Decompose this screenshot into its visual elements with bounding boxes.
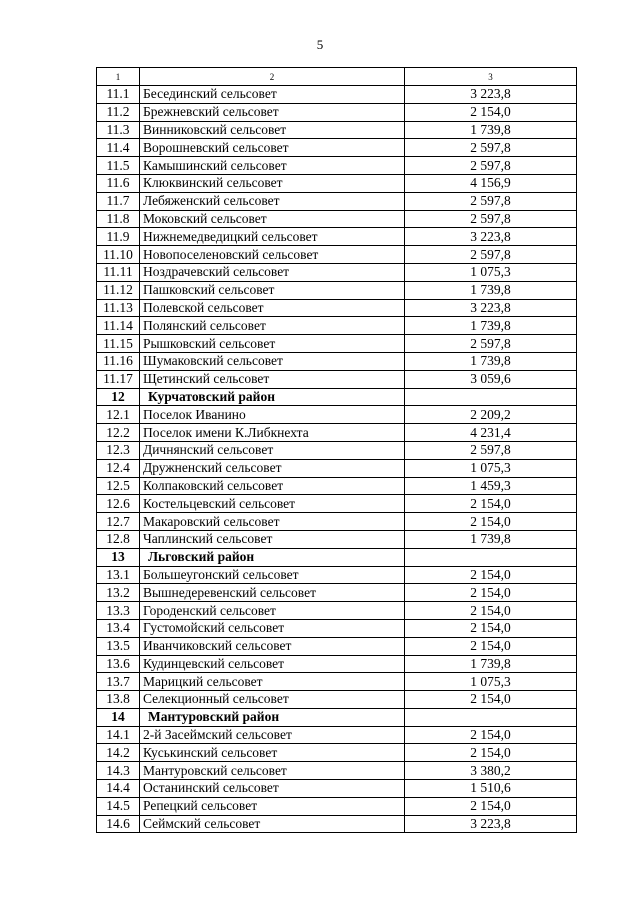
amount-value: 2 154,0: [405, 495, 577, 513]
row-number: 11.8: [97, 210, 140, 228]
table-row: [97, 139, 577, 157]
table-row: [97, 441, 577, 459]
council-name: Колпаковский сельсовет: [140, 477, 405, 495]
amount-value: 1 739,8: [405, 121, 577, 139]
amount-value: 3 223,8: [405, 86, 577, 104]
table-row: [97, 744, 577, 762]
amount-value: 2 154,0: [405, 726, 577, 744]
council-name: Селекционный сельсовет: [140, 691, 405, 709]
council-name: Густомойский сельсовет: [140, 619, 405, 637]
council-name: Щетинский сельсовет: [140, 370, 405, 388]
table-row: [97, 530, 577, 548]
row-number: 12.6: [97, 495, 140, 513]
table-row: [97, 619, 577, 637]
row-number: 14.3: [97, 762, 140, 780]
amount-value: [405, 388, 577, 406]
table-row: [97, 210, 577, 228]
amount-value: 1 075,3: [405, 673, 577, 691]
amount-value: 2 154,0: [405, 566, 577, 584]
row-number: 13.1: [97, 566, 140, 584]
row-number: 12.7: [97, 513, 140, 531]
row-number: 12.2: [97, 424, 140, 442]
council-name: Поселок имени К.Либкнехта: [140, 424, 405, 442]
district-name: Курчатовский район: [140, 388, 405, 406]
amount-value: 4 231,4: [405, 424, 577, 442]
council-name: Большеугонский сельсовет: [140, 566, 405, 584]
amount-value: 2 597,8: [405, 192, 577, 210]
row-number: 11.5: [97, 157, 140, 175]
table-row: [97, 121, 577, 139]
row-number: 14.6: [97, 815, 140, 833]
amount-value: 4 156,9: [405, 174, 577, 192]
row-number: 14: [97, 708, 140, 726]
district-name: Мантуровский район: [140, 708, 405, 726]
council-name: Ноздрачевский сельсовет: [140, 263, 405, 281]
section-row: [97, 708, 577, 726]
table-row: [97, 406, 577, 424]
table-row: [97, 637, 577, 655]
row-number: 12.3: [97, 441, 140, 459]
table-row: [97, 815, 577, 833]
amount-value: 3 059,6: [405, 370, 577, 388]
council-name: Городенский сельсовет: [140, 602, 405, 620]
council-name: Шумаковский сельсовет: [140, 352, 405, 370]
amount-value: 2 209,2: [405, 406, 577, 424]
row-number: 13.2: [97, 584, 140, 602]
row-number: 11.13: [97, 299, 140, 317]
amount-value: 1 739,8: [405, 317, 577, 335]
table-header-row: [97, 68, 577, 86]
amount-value: 3 380,2: [405, 762, 577, 780]
amount-value: 2 154,0: [405, 797, 577, 815]
amount-value: 1 075,3: [405, 459, 577, 477]
table-row: [97, 477, 577, 495]
table-row: [97, 370, 577, 388]
council-name: Клюквинский сельсовет: [140, 174, 405, 192]
row-number: 11.1: [97, 86, 140, 104]
table-row: [97, 673, 577, 691]
row-number: 12.8: [97, 530, 140, 548]
row-number: 11.4: [97, 139, 140, 157]
amount-value: 2 154,0: [405, 602, 577, 620]
council-name: Иванчиковский сельсовет: [140, 637, 405, 655]
row-number: 13.3: [97, 602, 140, 620]
row-number: 11.14: [97, 317, 140, 335]
amount-value: 2 597,8: [405, 139, 577, 157]
column-header-3: 3: [405, 68, 577, 86]
amount-value: 2 154,0: [405, 637, 577, 655]
amount-value: [405, 548, 577, 566]
row-number: 13: [97, 548, 140, 566]
row-number: 13.8: [97, 691, 140, 709]
council-name: Лебяженский сельсовет: [140, 192, 405, 210]
table-row: [97, 335, 577, 353]
council-name: Нижнемедведицкий сельсовет: [140, 228, 405, 246]
page-number: 5: [316, 37, 324, 52]
table-row: [97, 157, 577, 175]
amount-value: 2 597,8: [405, 441, 577, 459]
council-name: Куськинский сельсовет: [140, 744, 405, 762]
row-number: 12: [97, 388, 140, 406]
row-number: 13.5: [97, 637, 140, 655]
section-row: [97, 548, 577, 566]
amount-value: 3 223,8: [405, 815, 577, 833]
amount-value: [405, 708, 577, 726]
council-name: Рышковский сельсовет: [140, 335, 405, 353]
council-name: Марицкий сельсовет: [140, 673, 405, 691]
table-row: [97, 459, 577, 477]
amount-value: 3 223,8: [405, 299, 577, 317]
amount-value: 3 223,8: [405, 228, 577, 246]
table-row: [97, 602, 577, 620]
row-number: 14.4: [97, 780, 140, 798]
row-number: 14.5: [97, 797, 140, 815]
table-row: [97, 263, 577, 281]
row-number: 14.2: [97, 744, 140, 762]
council-name: Камышинский сельсовет: [140, 157, 405, 175]
amount-value: 1 739,8: [405, 352, 577, 370]
council-name: Сеймский сельсовет: [140, 815, 405, 833]
council-name: Костельцевский сельсовет: [140, 495, 405, 513]
table-row: [97, 424, 577, 442]
table-row: [97, 495, 577, 513]
table-row: [97, 228, 577, 246]
amount-value: 1 739,8: [405, 655, 577, 673]
amount-value: 2 597,8: [405, 210, 577, 228]
council-name: Полевской сельсовет: [140, 299, 405, 317]
row-number: 11.15: [97, 335, 140, 353]
row-number: 11.12: [97, 281, 140, 299]
column-header-1: 1: [97, 68, 140, 86]
council-name: Вышнедеревенский сельсовет: [140, 584, 405, 602]
row-number: 11.10: [97, 246, 140, 264]
row-number: 12.5: [97, 477, 140, 495]
council-name: Кудинцевский сельсовет: [140, 655, 405, 673]
row-number: 12.1: [97, 406, 140, 424]
table-row: [97, 86, 577, 104]
amount-value: 2 154,0: [405, 103, 577, 121]
council-name: Полянский сельсовет: [140, 317, 405, 335]
table-row: [97, 246, 577, 264]
table-row: [97, 584, 577, 602]
row-number: 14.1: [97, 726, 140, 744]
row-number: 13.4: [97, 619, 140, 637]
council-name: Брежневский сельсовет: [140, 103, 405, 121]
table-row: [97, 299, 577, 317]
row-number: 11.9: [97, 228, 140, 246]
table-row: [97, 192, 577, 210]
amount-value: 1 739,8: [405, 530, 577, 548]
council-name: Останинский сельсовет: [140, 780, 405, 798]
table-row: [97, 513, 577, 531]
amount-value: 2 154,0: [405, 619, 577, 637]
row-number: 11.6: [97, 174, 140, 192]
table-row: [97, 317, 577, 335]
section-row: [97, 388, 577, 406]
council-name: Дичнянский сельсовет: [140, 441, 405, 459]
table-row: [97, 174, 577, 192]
table-row: [97, 691, 577, 709]
row-number: 11.17: [97, 370, 140, 388]
table-row: [97, 762, 577, 780]
amount-value: 2 597,8: [405, 246, 577, 264]
table-body: [97, 68, 577, 833]
row-number: 11.3: [97, 121, 140, 139]
row-number: 11.11: [97, 263, 140, 281]
table-row: [97, 726, 577, 744]
amount-value: 1 510,6: [405, 780, 577, 798]
table-row: [97, 281, 577, 299]
amount-value: 2 154,0: [405, 691, 577, 709]
amount-value: 2 597,8: [405, 335, 577, 353]
district-name: Льговский район: [140, 548, 405, 566]
amount-value: 2 597,8: [405, 157, 577, 175]
table-row: [97, 655, 577, 673]
row-number: 11.7: [97, 192, 140, 210]
amount-value: 2 154,0: [405, 584, 577, 602]
table-row: [97, 566, 577, 584]
council-name: Мантуровский сельсовет: [140, 762, 405, 780]
row-number: 11.16: [97, 352, 140, 370]
council-name: Макаровский сельсовет: [140, 513, 405, 531]
council-name: Дружненский сельсовет: [140, 459, 405, 477]
row-number: 13.7: [97, 673, 140, 691]
council-name: Бесединский сельсовет: [140, 86, 405, 104]
column-header-2: 2: [140, 68, 405, 86]
council-name: 2-й Засеймский сельсовет: [140, 726, 405, 744]
amount-value: 2 154,0: [405, 513, 577, 531]
row-number: 13.6: [97, 655, 140, 673]
row-number: 11.2: [97, 103, 140, 121]
table-row: [97, 352, 577, 370]
council-name: Репецкий сельсовет: [140, 797, 405, 815]
table-row: [97, 797, 577, 815]
table-row: [97, 780, 577, 798]
allocation-table: [96, 67, 577, 833]
amount-value: 1 739,8: [405, 281, 577, 299]
council-name: Ворошневский сельсовет: [140, 139, 405, 157]
council-name: Поселок Иванино: [140, 406, 405, 424]
amount-value: 1 459,3: [405, 477, 577, 495]
council-name: Чаплинский сельсовет: [140, 530, 405, 548]
amount-value: 2 154,0: [405, 744, 577, 762]
amount-value: 1 075,3: [405, 263, 577, 281]
row-number: 12.4: [97, 459, 140, 477]
table-row: [97, 103, 577, 121]
council-name: Винниковский сельсовет: [140, 121, 405, 139]
council-name: Моковский сельсовет: [140, 210, 405, 228]
council-name: Пашковский сельсовет: [140, 281, 405, 299]
council-name: Новопоселеновский сельсовет: [140, 246, 405, 264]
